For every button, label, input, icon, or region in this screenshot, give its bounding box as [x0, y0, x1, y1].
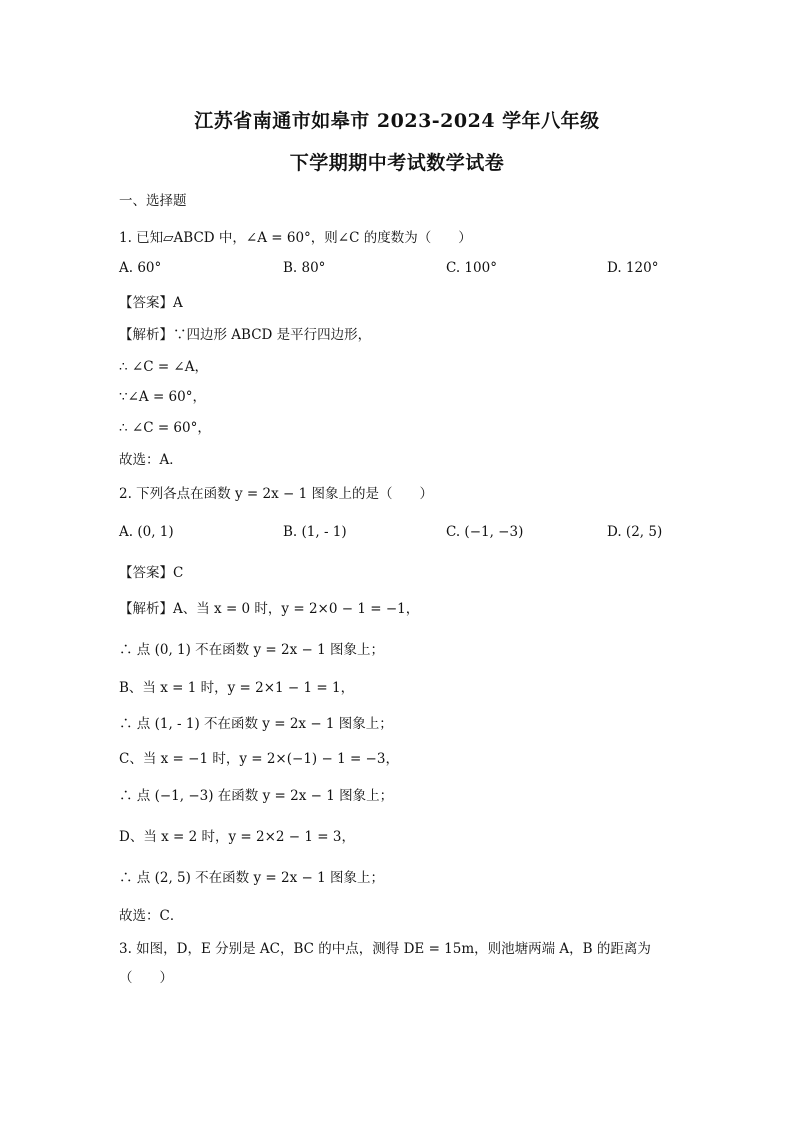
title-line-1: 江苏省南通市如皋市 2023-2024 学年八年级 [194, 110, 600, 132]
question-1-option-b: B. 80° [283, 260, 326, 276]
question-2-analysis-line-2: ∴ 点 (0, 1) 不在函数 y = 2x − 1 图象上； [119, 642, 384, 658]
question-2-option-b: B. (1, - 1) [283, 524, 347, 540]
question-1-analysis-line-4: ∴ ∠C = 60°， [119, 420, 211, 436]
question-1-analysis-line-5: 故选：A． [119, 452, 183, 468]
question-2-analysis-line-8: ∴ 点 (2, 5) 不在函数 y = 2x − 1 图象上； [119, 870, 384, 886]
title-line-2: 下学期期中考试数学试卷 [289, 152, 505, 174]
question-1-stem: 1. 已知▱ABCD 中，∠A = 60°，则∠C 的度数为（ ） [119, 230, 472, 246]
question-2-analysis-line-6: ∴ 点 (−1, −3) 在函数 y = 2x − 1 图象上； [119, 788, 394, 804]
question-2-option-c: C. (−1, −3) [446, 524, 524, 540]
question-1-option-d: D. 120° [607, 260, 659, 276]
question-2-option-a: A. (0, 1) [119, 524, 174, 540]
question-3-stem-continued: （ ） [119, 970, 173, 986]
question-1-option-c: C. 100° [446, 260, 497, 276]
question-1-analysis-line-2: ∴ ∠C = ∠A， [119, 359, 208, 375]
question-2-analysis-line-7: D、当 x = 2 时，y = 2×2 − 1 = 3， [119, 829, 355, 845]
question-1-analysis-line-3: ∵∠A = 60°， [119, 389, 206, 405]
section-heading: 一、选择题 [119, 193, 187, 209]
question-2-analysis-line-5: C、当 x = −1 时，y = 2×(−1) − 1 = −3， [119, 751, 399, 767]
question-1-analysis-line-1: 【解析】∵四边形 ABCD 是平行四边形， [119, 327, 372, 343]
question-1-answer: 【答案】A [119, 295, 183, 311]
question-1-option-a: A. 60° [119, 260, 162, 276]
question-3-stem: 3. 如图，D，E 分别是 AC，BC 的中点，测得 DE = 15m，则池塘两端 A，B 的距离为 [119, 941, 651, 957]
question-2-option-d: D. (2, 5) [607, 524, 663, 540]
question-2-analysis-line-3: B、当 x = 1 时，y = 2×1 − 1 = 1， [119, 680, 355, 696]
question-2-stem: 2. 下列各点在函数 y = 2x − 1 图象上的是（ ） [119, 486, 433, 502]
question-2-analysis-line-4: ∴ 点 (1, - 1) 不在函数 y = 2x − 1 图象上； [119, 716, 393, 732]
question-2-analysis-line-9: 故选：C． [119, 908, 184, 924]
question-2-analysis-line-1: 【解析】A、当 x = 0 时，y = 2×0 − 1 = −1， [119, 601, 420, 617]
question-2-answer: 【答案】C [119, 565, 184, 581]
